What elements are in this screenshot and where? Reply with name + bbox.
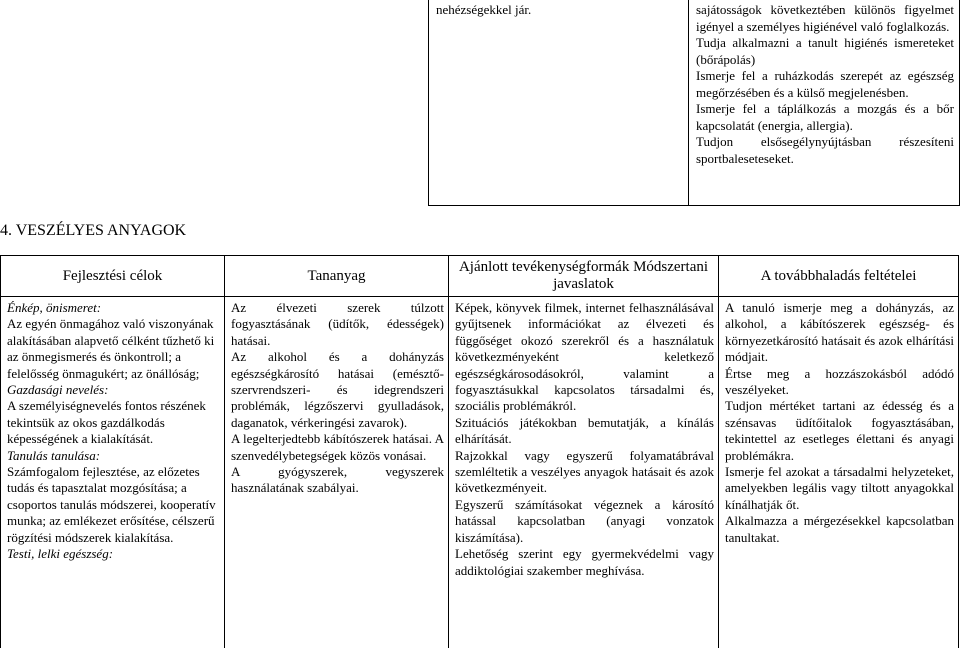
top-table-fragment — [428, 0, 960, 206]
requirement-paragraph: Tudjon mértéket tartani az édesség és a szénsavas üdítőitalok fogyasztásában, tekintettel az esetleges élettani és anyagi problémákra. — [725, 398, 954, 463]
column-header: Ajánlott tevékenységformák Módszertani javaslatok — [449, 256, 718, 297]
top-cell-paragraphs — [689, 0, 959, 167]
column-body — [719, 297, 958, 546]
activity-paragraph: Szituációs játékokban bemutatják, a kínálás elhárítását. — [455, 414, 714, 447]
column-requirements — [719, 256, 959, 648]
activity-paragraph: Egyszerű számításokat végeznek a károsító hatással kapcsolatban (anyagi vonzatok kiszámítása). — [455, 496, 714, 545]
top-cell-text: nehézségekkel jár. — [436, 2, 532, 17]
requirement-paragraph: Tudjon elsősegélynyújtásban részesíteni sportbaleseteseket. — [696, 134, 954, 166]
goal-subheading: Tanulás tanulása: — [7, 447, 101, 463]
requirement-paragraph: Tudja alkalmazni a tanult higiénés ismereteket (bőrápolás) — [696, 35, 954, 67]
top-cell-requirements — [689, 0, 960, 205]
goal-paragraph: Számfogalom fejlesztése, az előzetes tudás és tapasztalat mozgósítása; a csoportos tanulás módszerei, kooperatív munka; az emlékezet erősítése, célszerű rögzítési módszerek kialakítása. — [7, 464, 216, 545]
column-curriculum — [225, 256, 449, 648]
top-cell-activities — [429, 0, 689, 205]
goal-paragraph: A személyiségnevelés fontos részének tekintsük az okos gazdálkodás képességének a kialakítását. — [7, 398, 206, 447]
column-activities — [449, 256, 719, 648]
requirement-paragraph: sajátosságok következtében különös figyelmet igényel a személyes higiénével való foglalkozás. — [696, 2, 954, 34]
requirement-paragraph: Ismerje fel a ruházkodás szerepét az egészség megőrzésében és a külső megjelenésben. — [696, 68, 954, 100]
column-header: Tananyag — [225, 256, 448, 297]
goal-subheading: Énkép, önismeret: — [7, 300, 102, 315]
requirement-paragraph: Alkalmazza a mérgezésekkel kapcsolatban tanultakat. — [725, 513, 954, 545]
curriculum-table — [0, 255, 959, 648]
activity-paragraph: Képek, könyvek filmek, internet felhasználásával gyűjtsenek információkat az élvezeti és függőséget okozó szerekről és a használatuk következményeként keletkező egészségkárosodásokról, valamint a fogyasztásukkal kapcsolatos társadalmi és, szociális problémákról. — [455, 300, 714, 414]
curriculum-paragraph: Az alkohol és a dohányzás egészségkárosító hatásai (emésztő-szervrendszeri- és idegrendszeri problémák, légzőszervi gyulladások, daganatok, vérkeringési zavarok). — [231, 349, 444, 430]
column-development-goals — [1, 256, 225, 648]
activity-paragraph: Lehetőség szerint egy gyermekvédelmi vagy addiktológiai szakember meghívása. — [455, 546, 714, 578]
goal-subheading: Testi, lelki egészség: — [7, 546, 114, 562]
requirement-paragraph: Ismerje fel a táplálkozás a mozgás és a bőr kapcsolatát (energia, allergia). — [696, 101, 954, 133]
column-body — [225, 297, 448, 497]
requirement-paragraph: Ismerje fel azokat a társadalmi helyzeteket, amelyekben legális vagy tiltott anyagokkal kínálhatják őt. — [725, 464, 954, 512]
requirement-paragraph: Értse meg a hozzászokásból adódó veszélyeket. — [725, 365, 954, 398]
curriculum-paragraph: Az élvezeti szerek túlzott fogyasztásának (üdítők, édességek) hatásai. — [231, 300, 444, 348]
curriculum-paragraph: A gyógyszerek, vegyszerek használatának szabályai. — [231, 464, 444, 496]
curriculum-paragraph: A legelterjedtebb kábítószerek hatásai. A szenvedélybetegségek közös vonásai. — [231, 431, 444, 463]
goal-subheading: Gazdasági nevelés: — [7, 382, 109, 398]
activity-paragraph: Rajzokkal vagy egyszerű folyamatábrával szemléltetik a veszélyes anyagok hatásait és azok következményeit. — [455, 447, 714, 496]
section-heading: 4. VESZÉLYES ANYAGOK — [0, 222, 187, 239]
column-body — [1, 297, 224, 563]
column-body — [449, 297, 718, 579]
column-header: A továbbhaladás feltételei — [719, 256, 958, 297]
goal-paragraph: Az egyén önmagához való viszonyának alakításában alapvető célként tűzhető ki az önmegismerés és önkontroll; a felelősség önmagukért; az önállóság; — [7, 316, 215, 381]
column-header: Fejlesztési célok — [1, 256, 224, 297]
requirement-paragraph: A tanuló ismerje meg a dohányzás, az alkohol, a kábítószerek egészség- és környezetkárosító hatásait és azok elhárítási módjait. — [725, 300, 954, 365]
